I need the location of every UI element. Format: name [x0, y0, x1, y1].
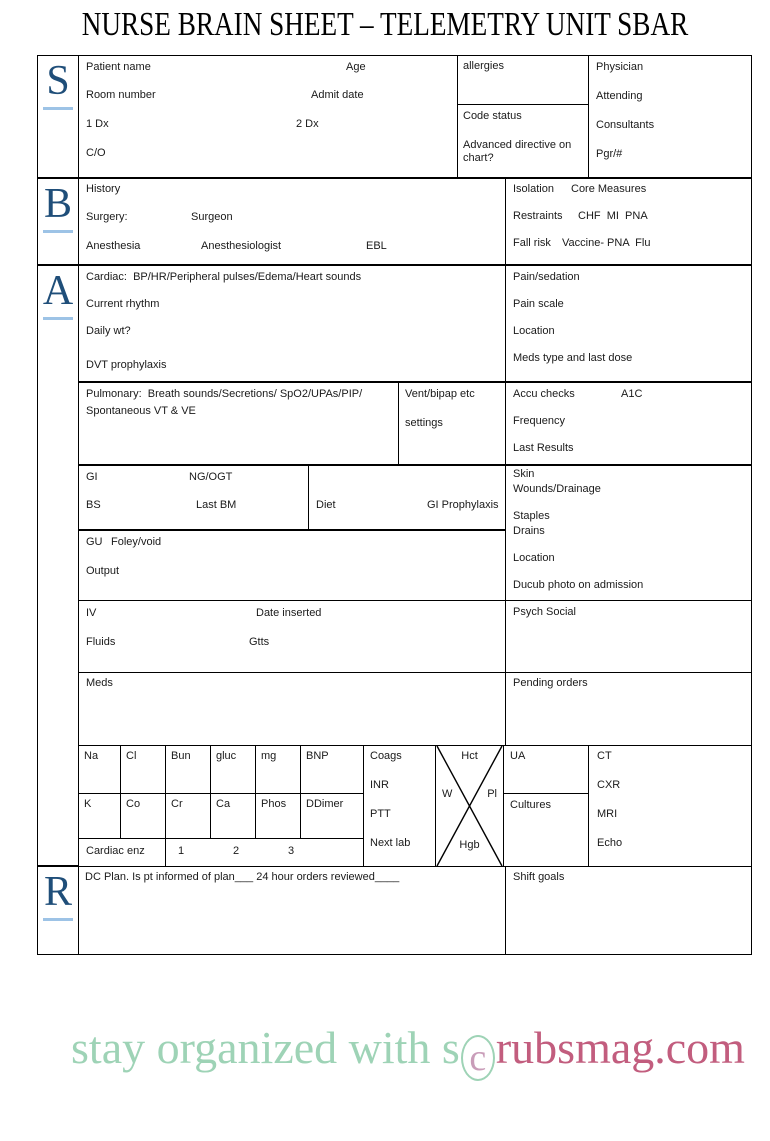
pain-location-label: Location [513, 325, 555, 337]
advanced-directive-label: Advanced directive on chart? [463, 139, 572, 164]
daily-wt-label: Daily wt? [86, 325, 131, 337]
history-label: History [86, 183, 121, 195]
cultures-cell [503, 793, 589, 867]
anesthesia-label: Anesthesia [86, 240, 141, 252]
iv-label: IV [86, 607, 97, 619]
age-label: Age [346, 61, 366, 73]
dx2-label: 2 Dx [296, 118, 319, 130]
patient-info-cell [78, 55, 458, 178]
output-label: Output [86, 565, 120, 577]
coags-cell [363, 745, 436, 867]
current-rhythm-label: Current rhythm [86, 298, 160, 310]
lab-ca-label: Ca [216, 798, 231, 810]
patient-name-label: Patient name [86, 61, 151, 73]
lab-na-cell [78, 745, 121, 794]
attending-label: Attending [596, 90, 643, 102]
ducub-label: Ducub photo on admission [513, 579, 644, 591]
skin-location-label: Location [513, 552, 555, 564]
lab-mg-label: mg [261, 750, 277, 762]
pain-scale-label: Pain scale [513, 298, 564, 310]
shift-goals-label: Shift goals [513, 871, 565, 883]
skin-cell [505, 465, 752, 601]
circled-c-logo-icon: c [461, 1035, 495, 1081]
allergies-label: allergies [463, 60, 504, 72]
dvt-label: DVT prophylaxis [86, 359, 167, 371]
cbc-fishbone-cell [435, 745, 504, 867]
mri-label: MRI [597, 808, 618, 820]
gi-prophylaxis-label: GI Prophylaxis [427, 499, 499, 511]
gtts-label: Gtts [249, 636, 270, 648]
inr-label: INR [370, 779, 389, 791]
lab-bnp-cell [300, 745, 364, 794]
consultants-label: Consultants [596, 119, 655, 131]
diet-cell [308, 465, 506, 530]
physician-label: Physician [596, 61, 644, 73]
imaging-cell [588, 745, 752, 867]
cardiac-cell [78, 265, 506, 382]
isolation-cell [505, 178, 752, 265]
vent-cell [398, 382, 506, 465]
sbar-label-s-cell [37, 55, 79, 178]
cxr-label: CXR [597, 779, 621, 791]
lab-cl-label: Cl [126, 750, 137, 762]
anesthesiologist-label: Anesthesiologist [201, 240, 282, 252]
lab-ca-cell [210, 793, 256, 839]
gi-label: GI [86, 471, 98, 483]
lab-co-label: Co [126, 798, 141, 810]
coags-label: Coags [370, 750, 402, 762]
gi-cell [78, 465, 309, 530]
ng-ogt-label: NG/OGT [189, 471, 233, 483]
meds-cell [78, 672, 506, 746]
gu-label: GU [86, 536, 103, 548]
lab-ddimer-label: DDimer [306, 798, 344, 810]
enz-2-label: 2 [233, 845, 240, 857]
ct-label: CT [597, 750, 612, 762]
last-bm-label: Last BM [196, 499, 237, 511]
surgeon-label: Surgeon [191, 211, 233, 223]
lab-mg-cell [255, 745, 301, 794]
date-inserted-label: Date inserted [256, 607, 322, 619]
history-surgery-cell [78, 178, 506, 265]
dx1-label: 1 Dx [86, 118, 109, 130]
sbar-letter-r: R [43, 869, 72, 915]
sbar-label-a-cell [37, 265, 79, 866]
psych-social-label: Psych Social [513, 606, 576, 618]
restraints-label: Restraints [513, 210, 563, 222]
cardiac-enz-label: Cardiac enz [86, 845, 145, 857]
vaccine-label: Vaccine- PNA Flu [562, 237, 651, 249]
gu-cell [78, 530, 506, 601]
next-lab-label: Next lab [370, 837, 411, 849]
wounds-label: Wounds/Drainage [513, 483, 601, 495]
dc-plan-label: DC Plan. Is pt informed of plan___ 24 hour orders reviewed____ [85, 871, 400, 883]
foley-label: Foley/void [111, 536, 162, 548]
surgery-label: Surgery: [86, 211, 128, 223]
diet-label: Diet [316, 499, 336, 511]
meds-label: Meds [86, 677, 113, 689]
cardiac-enz-cell [78, 838, 166, 867]
pain-sedation-label: Pain/sedation [513, 271, 580, 283]
echo-label: Echo [597, 837, 623, 849]
cardiac-header-label: Cardiac: BP/HR/Peripheral pulses/Edema/Heart sounds [86, 271, 362, 283]
vent-settings-label: settings [405, 417, 443, 429]
bs-label: BS [86, 499, 101, 511]
accu-checks-label: Accu checks [513, 388, 575, 400]
sbar-label-b-cell [37, 178, 79, 265]
sbar-letter-s: S [46, 58, 70, 104]
pulmonary-header-line1: Pulmonary: Breath sounds/Secretions/ SpO2/UPAs/PIP/ [86, 388, 363, 400]
sbar-letter-a: A [42, 268, 74, 314]
ua-cell [503, 745, 589, 794]
dc-plan-cell [78, 866, 506, 955]
physician-cell [588, 55, 752, 178]
sbar-underline-r [43, 918, 73, 921]
admit-date-label: Admit date [311, 89, 364, 101]
plt-label: Pl [487, 788, 497, 800]
enz-3-label: 3 [288, 845, 295, 857]
lab-cr-label: Cr [171, 798, 183, 810]
lab-k-label: K [84, 798, 92, 810]
skin-label: Skin [513, 468, 535, 480]
lab-cl-cell [120, 745, 166, 794]
lab-bun-label: Bun [171, 750, 191, 762]
pgr-label: Pgr/# [596, 148, 623, 160]
lab-ddimer-cell [300, 793, 364, 839]
page-title: NURSE BRAIN SHEET – TELEMETRY UNIT SBAR [81, 6, 689, 43]
lab-bun-cell [165, 745, 211, 794]
footer-brand-prefix: stay organized with s [71, 1022, 460, 1073]
sbar-label-r-cell [37, 866, 79, 955]
drains-label: Drains [513, 525, 545, 537]
ptt-label: PTT [370, 808, 391, 820]
ebl-label: EBL [366, 240, 387, 252]
vent-label: Vent/bipap etc [405, 388, 475, 400]
lab-phos-cell [255, 793, 301, 839]
chf-mi-pna-label: CHF MI PNA [578, 210, 648, 222]
last-results-label: Last Results [513, 442, 574, 454]
pending-orders-cell [505, 672, 752, 746]
allergies-cell [457, 55, 589, 105]
pain-cell [505, 265, 752, 382]
lab-k-cell [78, 793, 121, 839]
psych-social-cell [505, 600, 752, 673]
lab-bnp-label: BNP [306, 750, 329, 762]
sbar-underline-s [43, 107, 73, 110]
code-status-label: Code status [463, 110, 522, 122]
accu-checks-cell [505, 382, 752, 465]
hct-label: Hct [461, 750, 478, 762]
lab-phos-label: Phos [261, 798, 287, 810]
pulmonary-header-line2: Spontaneous VT & VE [86, 405, 196, 417]
lab-co-cell [120, 793, 166, 839]
code-status-cell [457, 104, 589, 178]
core-measures-label: Core Measures [571, 183, 647, 195]
room-number-label: Room number [86, 89, 156, 101]
a1c-label: A1C [621, 388, 643, 400]
footer-brand [0, 958, 770, 1141]
meds-type-label: Meds type and last dose [513, 352, 633, 364]
hgb-label: Hgb [459, 839, 480, 851]
footer-brand-suffix: rubsmag.com [495, 1022, 745, 1073]
staples-label: Staples [513, 510, 550, 522]
co-label: C/O [86, 147, 106, 159]
ua-label: UA [510, 750, 526, 762]
lab-gluc-cell [210, 745, 256, 794]
frequency-label: Frequency [513, 415, 565, 427]
lab-gluc-label: gluc [216, 750, 237, 762]
cultures-label: Cultures [510, 799, 551, 811]
fall-risk-label: Fall risk [513, 237, 551, 249]
fluids-label: Fluids [86, 636, 116, 648]
wbc-label: W [442, 788, 453, 800]
isolation-label: Isolation [513, 183, 554, 195]
pending-orders-label: Pending orders [513, 677, 588, 689]
sbar-letter-b: B [43, 181, 72, 227]
lab-na-label: Na [84, 750, 99, 762]
iv-cell [78, 600, 506, 673]
sbar-underline-a [43, 317, 73, 320]
shift-goals-cell [505, 866, 752, 955]
enz-1-label: 1 [178, 845, 185, 857]
pulmonary-cell [78, 382, 399, 465]
sbar-underline-b [43, 230, 73, 233]
cardiac-enz-values-cell [165, 838, 364, 867]
lab-cr-cell [165, 793, 211, 839]
